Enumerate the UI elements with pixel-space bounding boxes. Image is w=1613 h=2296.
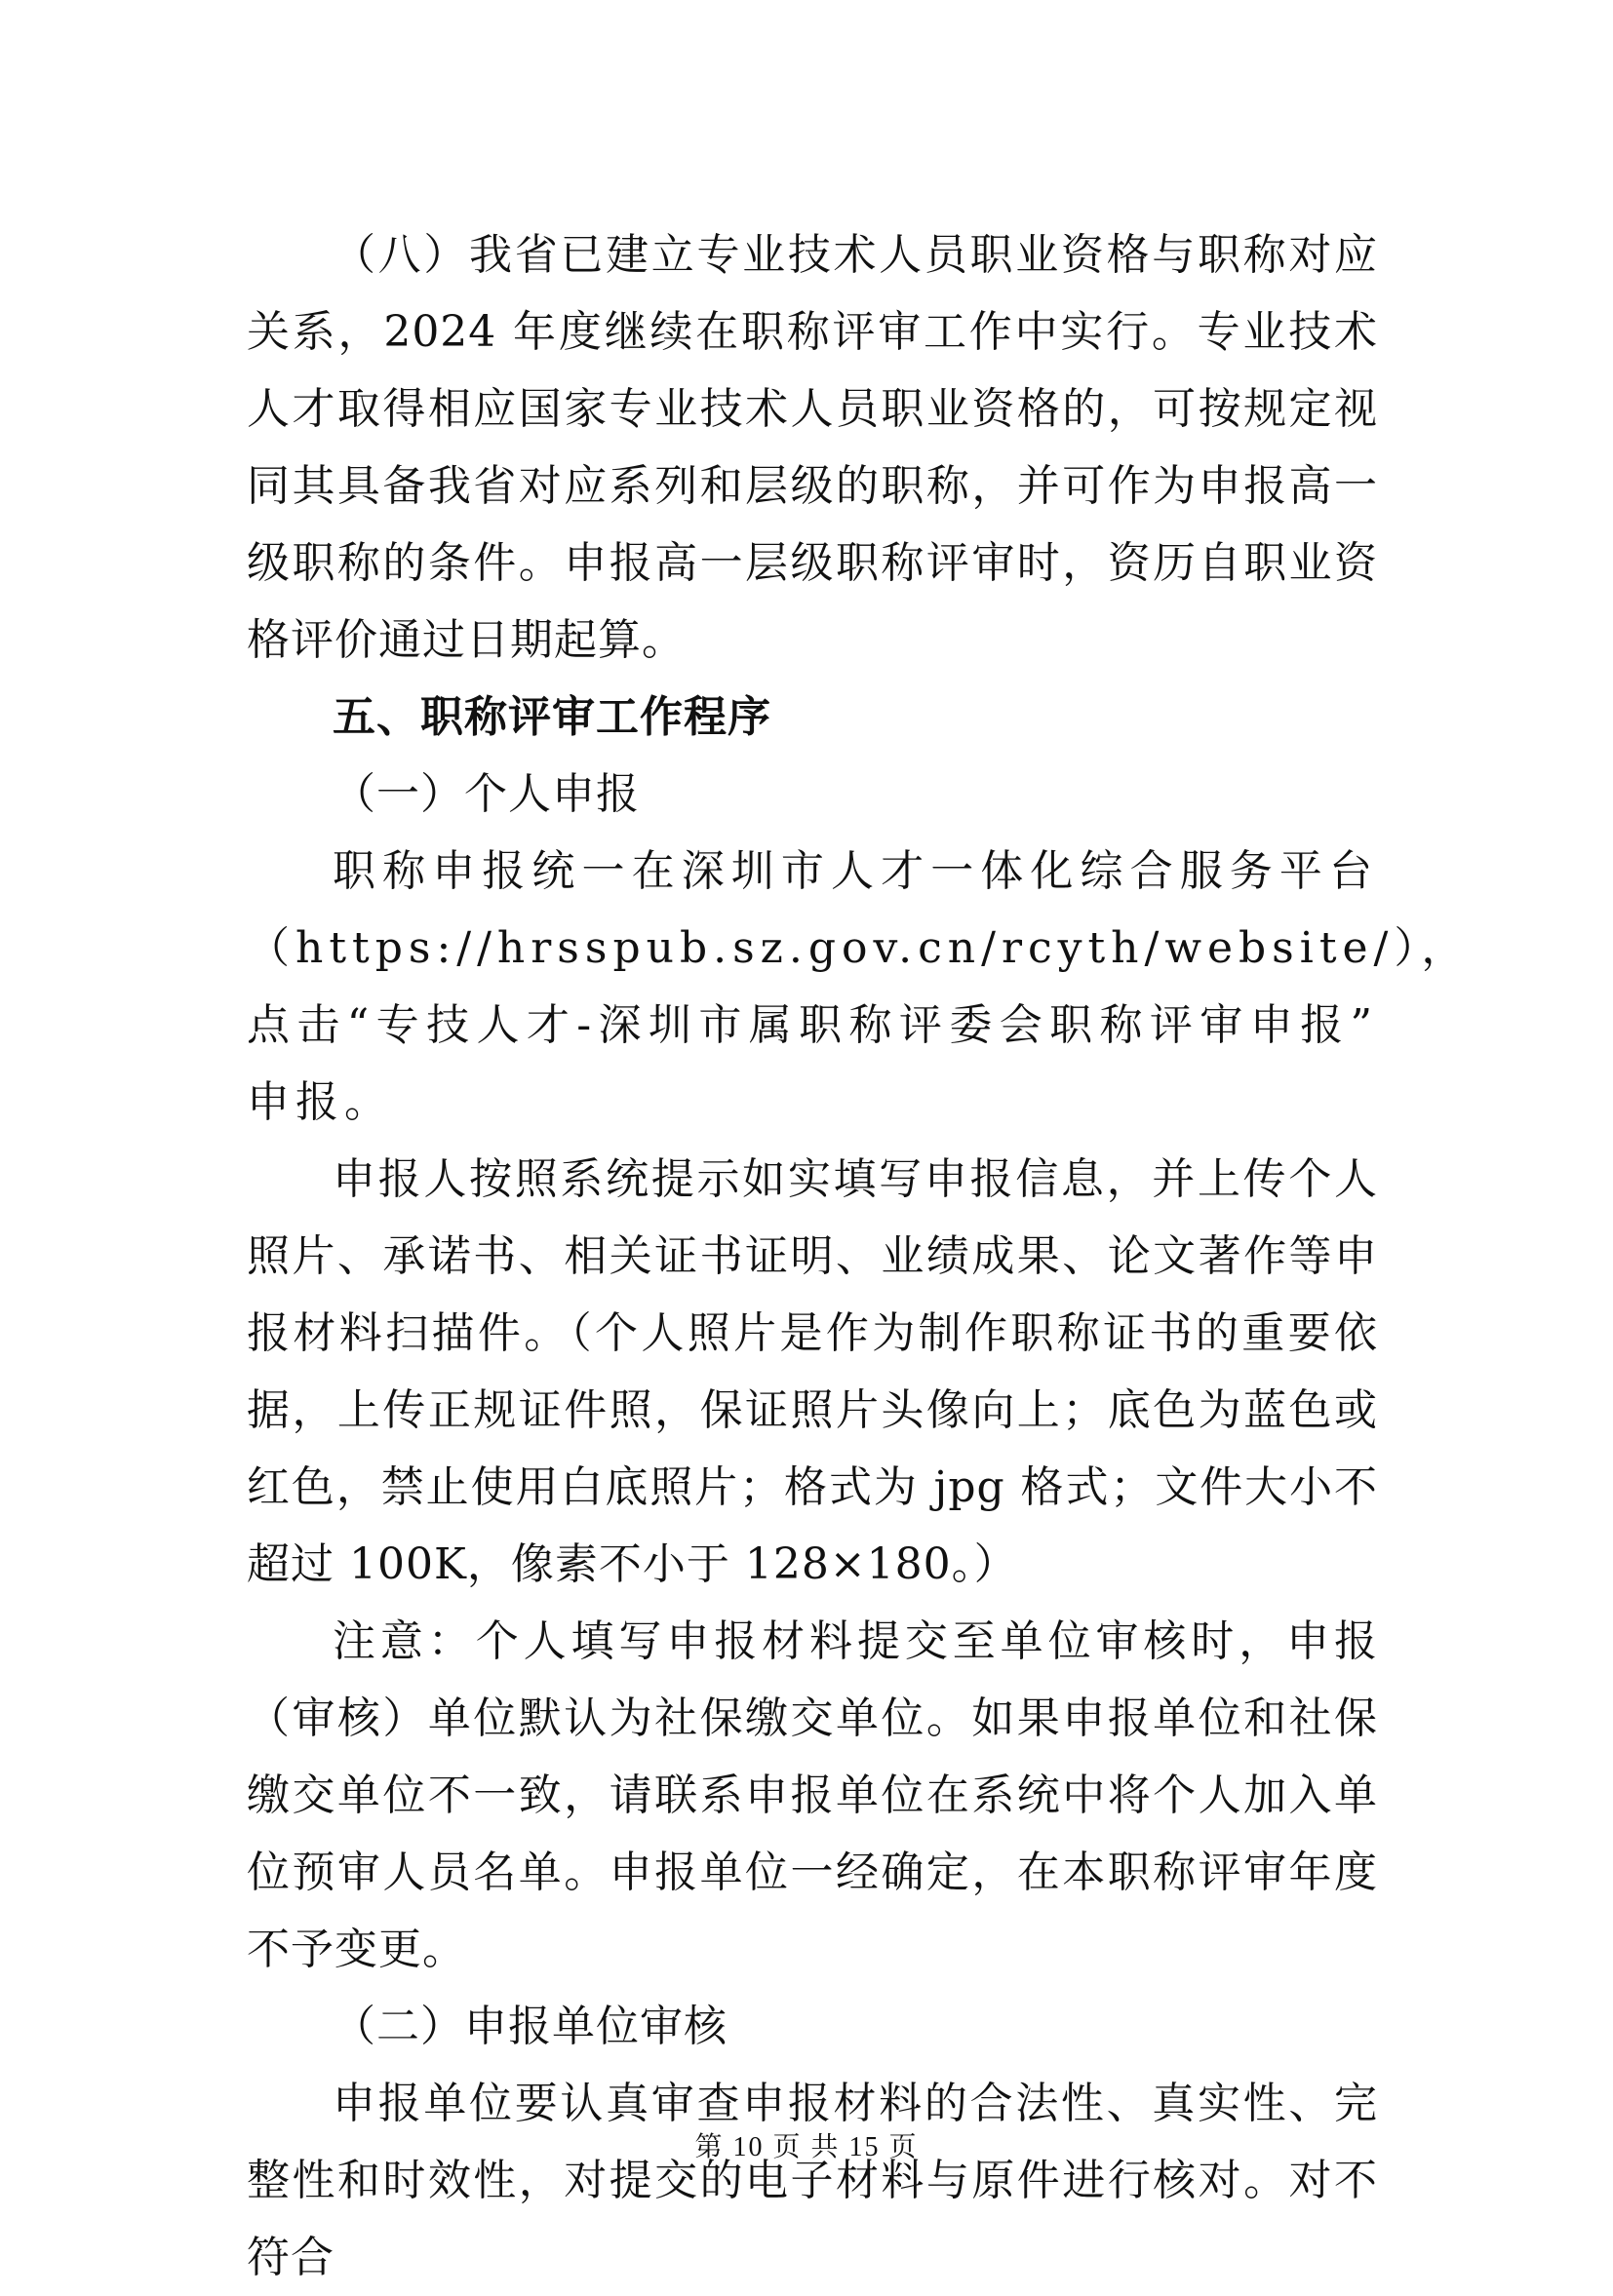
subsection-heading-2: （二）申报单位审核 xyxy=(333,2002,728,2051)
paragraph-upload-requirements: 申报人按照系统提示如实填写申报信息，并上传个人照片、承诺书、相关证书证明、业绩成果、论文著作等申报材料扫描件。（个人照片是作为制作职称证书的重要依据，上传正规证件照，保证照片头像向上；底色为蓝色或红色，禁止使用白底照片；格式为 jpg 格式；文件大小不超过 100K，像素不小于 128×180。） xyxy=(247,1154,1378,1589)
paragraph-unit-review: 申报单位要认真审查申报材料的合法性、真实性、完整性和时效性，对提交的电子材料与原件进行核对。对不符合 xyxy=(247,2079,1378,2282)
section-heading-5: 五、职称评审工作程序 xyxy=(333,692,771,742)
subsection-heading-1: （一）个人申报 xyxy=(333,769,640,819)
paragraph-platform-link: 职称申报统一在深圳市人才一体化综合服务平台（https://hrsspub.sz.gov.cn/rcyth/website/），点击“专技人才-深圳市属职称评委会职称评审申报” 申报。 xyxy=(247,846,1471,1127)
page-number-footer: 第 10 页 共 15 页 xyxy=(694,2132,919,2162)
paragraph-item-8: （八）我省已建立专业技术人员职业资格与职称对应关系，2024 年度继续在职称评审工作中实行。专业技术人才取得相应国家专业技术人员职业资格的，可按规定视同其具备我省对应系列和层级的职称，并可作为申报高一级职称的条件。申报高一层级职称评审时，资历自职业资格评价通过日期起算。 xyxy=(247,230,1378,665)
document-body xyxy=(247,216,1471,2296)
paragraph-notice: 注意：个人填写申报材料提交至单位审核时，申报（审核）单位默认为社保缴交单位。如果申报单位和社保缴交单位不一致，请联系申报单位在系统中将个人加入单位预审人员名单。申报单位一经确定，在本职称评审年度不予变更。 xyxy=(247,1616,1378,1974)
